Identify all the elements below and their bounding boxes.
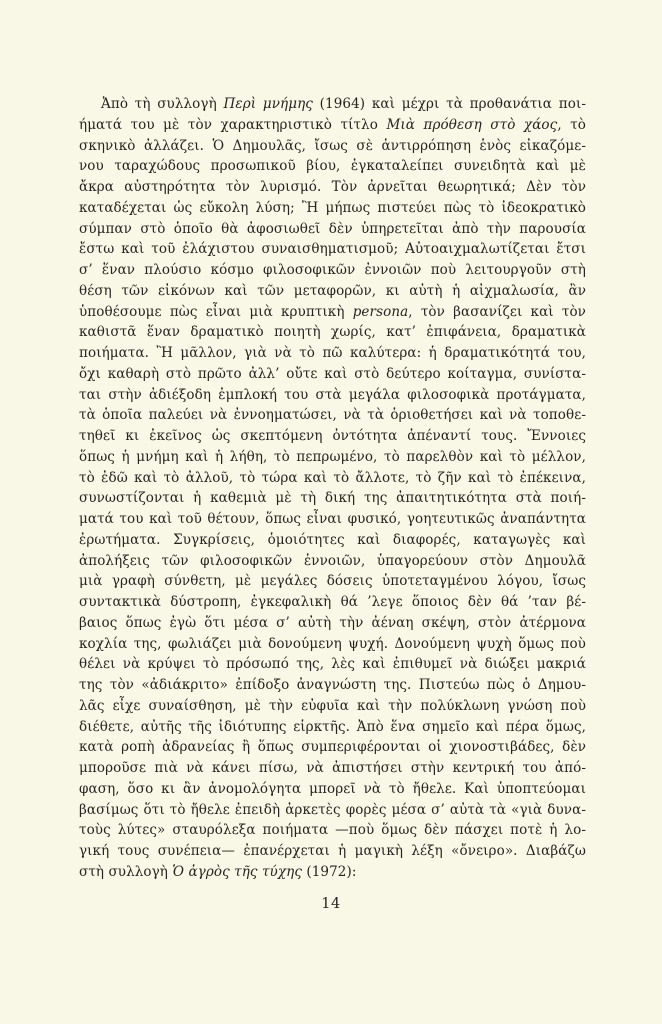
text-segment: θέση τῶν εἰκόνων καὶ τῶν μεταφορῶν, κι αὐτὴ ἡ αἰχμαλωσία, ἂν — [79, 282, 586, 299]
text-line — [79, 571, 586, 592]
text-line — [79, 322, 586, 343]
text-segment: (1964) καὶ μέχρι τὰ προθανάτια ποι- — [312, 96, 586, 112]
text-segment: κοχλία της, φωλιάζει μιὰ δονούμενη ψυχή. Δονούμενη ψυχὴ ὅμως ποὺ — [79, 635, 586, 652]
text-line — [79, 198, 586, 219]
text-line — [79, 343, 586, 364]
text-line — [79, 177, 586, 198]
text-line — [79, 696, 586, 717]
text-segment: τηθεῖ κι ἐκεῖνος ὡς σκεπτόμενη ὀντότητα ἀπέναντί τους. Ἔννοιες — [79, 428, 586, 444]
text-segment: τὰ ὁποῖα παλεύει νὰ ἐννοηματώσει, νὰ τὰ ὁριοθετήσει καὶ νὰ τοποθε- — [79, 407, 586, 424]
text-line — [79, 841, 586, 862]
text-line — [79, 654, 586, 675]
text-segment: Ἀπὸ τὴ συλλογὴ — [101, 96, 224, 112]
text-line — [79, 447, 586, 468]
text-line — [79, 136, 586, 157]
text-segment: φαση, ὅσο κι ἂν ἀνομολόγητα μπορεῖ νὰ τὸ ἤθελε. Καὶ ὑποπτεύομαι — [79, 780, 586, 797]
text-line — [79, 737, 586, 758]
text-line — [79, 405, 586, 426]
text-segment: , τὸ — [557, 116, 586, 133]
text-line — [79, 260, 586, 281]
text-segment: ματά του καὶ τοῦ θέτουν, ὅπως εἶναι φυσικό, γοητευτικῶς ἀναπάντητα — [79, 511, 586, 527]
text-segment: λᾶς εἶχε συναίσθηση, μὲ τὴν εὐφυῖα καὶ τὴν πολύκλωνη γνώση ποὺ — [79, 697, 586, 714]
text-segment: σύμπαν στὸ ὁποῖο θὰ ἀφοσιωθεῖ δὲν ὑπηρετεῖται ἀπὸ τὴν παρουσία — [79, 220, 586, 237]
text-line — [79, 551, 586, 572]
text-segment: γική τους συνέπεια— ἐπανέρχεται ἡ μαγικὴ λέξη «ὄνειρο». Διαβάζω — [79, 843, 586, 859]
page-number: 14 — [321, 896, 341, 912]
text-line — [79, 613, 586, 634]
text-line — [79, 302, 586, 323]
text-segment: βαιος ὅπως ἐγὼ ὅτι μέσα σ’ αὐτὴ τὴν ἀέναη σκέψη, στὸν ἀτέρμονα — [79, 614, 586, 631]
text-segment: νου ταραχώδους προσωπικοῦ βίου, ἐγκαταλείπει συνειδητὰ καὶ μὲ — [79, 158, 586, 175]
text-line — [79, 530, 586, 551]
text-segment: συνωστίζονται ἡ καθεμιὰ μὲ τὴ δική της ἀπαιτητικότητα στὰ ποιή- — [79, 490, 586, 507]
text-line — [79, 779, 586, 800]
text-line — [79, 115, 586, 136]
italic-text-segment: Περὶ μνήμης — [223, 96, 313, 112]
text-segment: κατὰ ροπὴ ἀδρανείας ἢ ὅπως συμπεριφέρονται οἱ χιονοστιβάδες, δὲν — [79, 739, 586, 756]
text-segment: τὸ ἐδῶ καὶ τὸ ἀλλοῦ, τὸ τώρα καὶ τὸ ἄλλοτε, τὸ ζῆν καὶ τὸ ἐπέκεινα, — [79, 469, 586, 486]
text-line — [79, 239, 586, 260]
text-segment: θέλει νὰ κρύψει τὸ πρόσωπό της, λὲς καὶ ἐπιθυμεῖ νὰ διώξει μακριά — [79, 656, 586, 673]
text-line — [79, 488, 586, 509]
text-segment: ὑποθέσουμε πὼς εἶναι μιὰ κρυπτικὴ — [79, 303, 353, 320]
text-segment: ὄχι καθαρὴ στὸ πρῶτο ἀλλ’ οὔτε καὶ στὸ δεύτερο κοίταγμα, συνίστα- — [79, 365, 586, 382]
text-line — [79, 592, 586, 613]
text-line — [79, 717, 586, 738]
text-line — [79, 634, 586, 655]
text-segment: ποιήματα. Ἢ μᾶλλον, γιὰ νὰ τὸ πῶ καλύτερα: ἡ δραματικότητά του, — [79, 345, 586, 361]
text-segment: (1972): — [301, 863, 357, 880]
text-segment: ὅπως ἡ μνήμη καὶ ἡ λήθη, τὸ πεπρωμένο, τὸ παρελθὸν καὶ τὸ μέλλον, — [79, 448, 586, 465]
text-segment: ἄκρα αὐστηρότητα τὸν λυρισμό. Τὸν ἀρνεῖται θεωρητικά; Δὲν τὸν — [79, 179, 586, 195]
text-segment: μιὰ γραφὴ σύνθετη, μὲ μεγάλες δόσεις ὑποτεταγμένου λόγου, ἴσως — [79, 573, 586, 590]
text-segment: ἐρωτήματα. Συγκρίσεις, ὁμοιότητες καὶ διαφορές, καταγωγὲς καὶ — [79, 531, 586, 548]
text-segment: διέθετε, αὐτῆς τῆς ἰδιότυπης εἱρκτῆς. Ἀπὸ ἕνα σημεῖο καὶ πέρα ὅμως, — [79, 718, 586, 735]
text-segment: σκηνικὸ ἀλλάζει. Ὁ Δημουλᾶς, ἴσως σὲ ἀντιρρόπηση ἑνὸς εἰκαζόμε- — [79, 137, 586, 154]
text-segment: βασίμως ὅτι τὸ ἤθελε ἐπειδὴ ἀρκετὲς φορὲς μέσα σ’ αὐτὰ τὰ «γιὰ δυνα- — [79, 801, 586, 818]
text-segment: , τὸν βασανίζει καὶ τὸν — [408, 303, 586, 320]
text-line — [79, 468, 586, 489]
text-line — [79, 675, 586, 696]
text-segment: ται στὴν ἀδιέξοδη ἐμπλοκή του στὰ μεγάλα φιλοσοφικὰ προτάγματα, — [79, 386, 586, 403]
text-line — [79, 758, 586, 779]
text-line — [79, 156, 586, 177]
text-segment: καθιστᾶ ἕναν δραματικὸ ποιητὴ χωρίς, κατ’ ἐπιφάνεια, δραματικὰ — [79, 324, 586, 341]
text-segment: στὴ συλλογὴ — [79, 863, 173, 880]
text-segment: τοὺς λύτες» σταυρόλεξα ποιήματα —ποὺ ὅμως δὲν πάσχει ποτὲ ἡ λο- — [79, 822, 586, 839]
text-segment: συντακτικὰ δύστροπη, ἐγκεφαλικὴ θά ’λεγε ὅποιος δὲν θά ’ταν βέ- — [79, 594, 586, 610]
text-segment: καταδέχεται ὡς εὔκολη λύση; Ἢ μήπως πιστεύει πὼς τὸ ἰδεοκρατικὸ — [79, 199, 586, 216]
italic-text-segment: persona — [352, 303, 409, 320]
text-line — [79, 219, 586, 240]
text-line — [79, 800, 586, 821]
text-line — [79, 385, 586, 406]
page-text — [79, 94, 586, 883]
text-line — [79, 820, 586, 841]
text-line — [79, 862, 586, 883]
text-line — [79, 509, 586, 530]
text-segment: σ’ ἕναν πλούσιο κόσμο φιλοσοφικῶν ἐννοιῶν ποὺ λειτουργοῦν στὴ — [79, 262, 586, 278]
text-segment: ἀπολήξεις τῶν φιλοσοφικῶν ἐννοιῶν, ὑπαγορεύουν στὸν Δημουλᾶ — [79, 552, 586, 569]
text-segment: μποροῦσε πιὰ νὰ κάνει πίσω, νὰ ἀπιστήσει στὴν κεντρική του ἀπό- — [79, 760, 586, 776]
text-line — [79, 426, 586, 447]
italic-text-segment: Ὁ ἀγρὸς τῆς τύχης — [172, 863, 302, 880]
text-segment: της τὸν «ἀδιάκριτο» ἐπίδοξο ἀναγνώστη της. Πιστεύω πὼς ὁ Δημου- — [79, 677, 586, 693]
text-line — [79, 281, 586, 302]
text-line — [79, 364, 586, 385]
text-line — [79, 94, 586, 115]
italic-text-segment: Μιὰ πρόθεση στὸ χάος — [386, 116, 558, 133]
text-segment: ἔστω καὶ τοῦ ἐλάχιστου συναισθηματισμοῦ; Αὐτοαιχμαλωτίζεται ἔτσι — [79, 241, 586, 258]
text-segment: ήματά του μὲ τὸν χαρακτηριστικὸ τίτλο — [79, 116, 387, 133]
